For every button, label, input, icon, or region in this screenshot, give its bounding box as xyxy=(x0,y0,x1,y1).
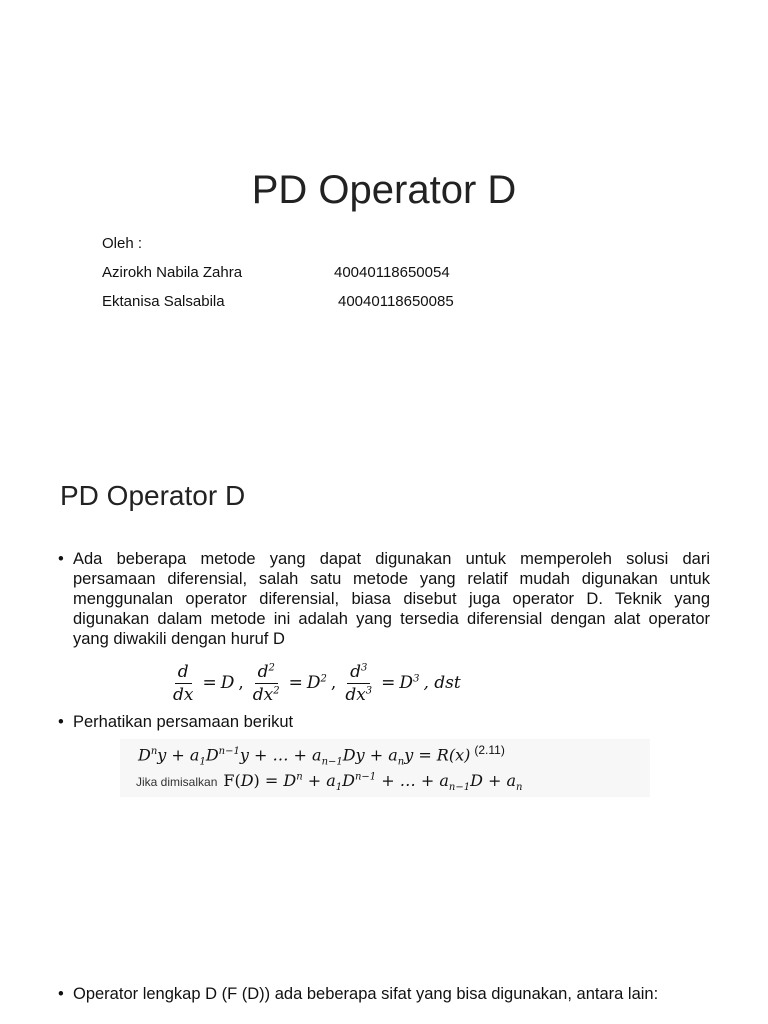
author-id: 40040118650054 xyxy=(334,264,450,281)
author-name: Azirokh Nabila Zahra xyxy=(102,264,243,281)
operator-formula: $\frac{d}{dx}$ = D , $\frac{d^2}{dx^2}$ = $D^2$ , $\frac{d^3}{dx^3}$ = $D^3$ , dst xyxy=(168,656,461,710)
bullet-dot: • xyxy=(58,985,64,1003)
title-slide xyxy=(0,0,768,432)
bullet-item xyxy=(58,549,710,649)
by-label: Oleh : xyxy=(102,235,143,252)
fraction: $\frac{d}{dx}$ xyxy=(173,661,194,705)
fraction: $\frac{d^3}{dx^3}$ xyxy=(345,661,373,705)
bullet-text: Operator lengkap D (F (D)) ada beberapa sifat yang bisa digunakan, antara lain: xyxy=(73,985,659,1003)
content-slide xyxy=(0,432,768,1024)
equation-definition xyxy=(136,771,522,793)
fd-definition: $F(D) = D^n + a_1D^{n-1}$ + … + $a_{n-1}D + a_n$ xyxy=(223,771,523,794)
jika-label: Jika dimisalkan xyxy=(136,775,218,789)
author-id: 40040118650085 xyxy=(338,293,454,310)
author-name: Ektanisa Salsabila xyxy=(102,293,225,310)
bullet-item xyxy=(58,984,710,1004)
bullet-item xyxy=(58,712,710,732)
bullet-text: Ada beberapa metode yang dapat digunakan untuk memperoleh solusi dari persamaan diferensial, salah satu metode yang relatif mudah digunakan untuk menggunalan operator diferensial, biasa disebut juga operator D. Teknik yang digunakan dalam metode ini adalah yang tersedia diferensial dengan alat operator yang diwakili dengan huruf D xyxy=(73,550,710,648)
author-row xyxy=(102,258,454,287)
author-row xyxy=(102,287,454,316)
slide-title: PD Operator D xyxy=(60,480,246,511)
formula-tail: , dst xyxy=(423,673,461,693)
author-block xyxy=(102,229,454,316)
equation-image xyxy=(120,739,650,797)
bullet-dot: • xyxy=(58,550,64,568)
equation-2-11: $D^ny + a_1D^{n-1}y$ + … + $a_{n-1}Dy + a_ny = R(x)$ $^{(2.11)}$ xyxy=(138,743,505,768)
equation-number: (2.11) xyxy=(474,743,505,757)
bullet-text: Perhatikan persamaan berikut xyxy=(73,713,294,731)
slide-title: PD Operator D xyxy=(251,168,517,212)
bullet-dot: • xyxy=(58,713,64,731)
fraction: $\frac{d^2}{dx^2}$ xyxy=(252,661,280,705)
